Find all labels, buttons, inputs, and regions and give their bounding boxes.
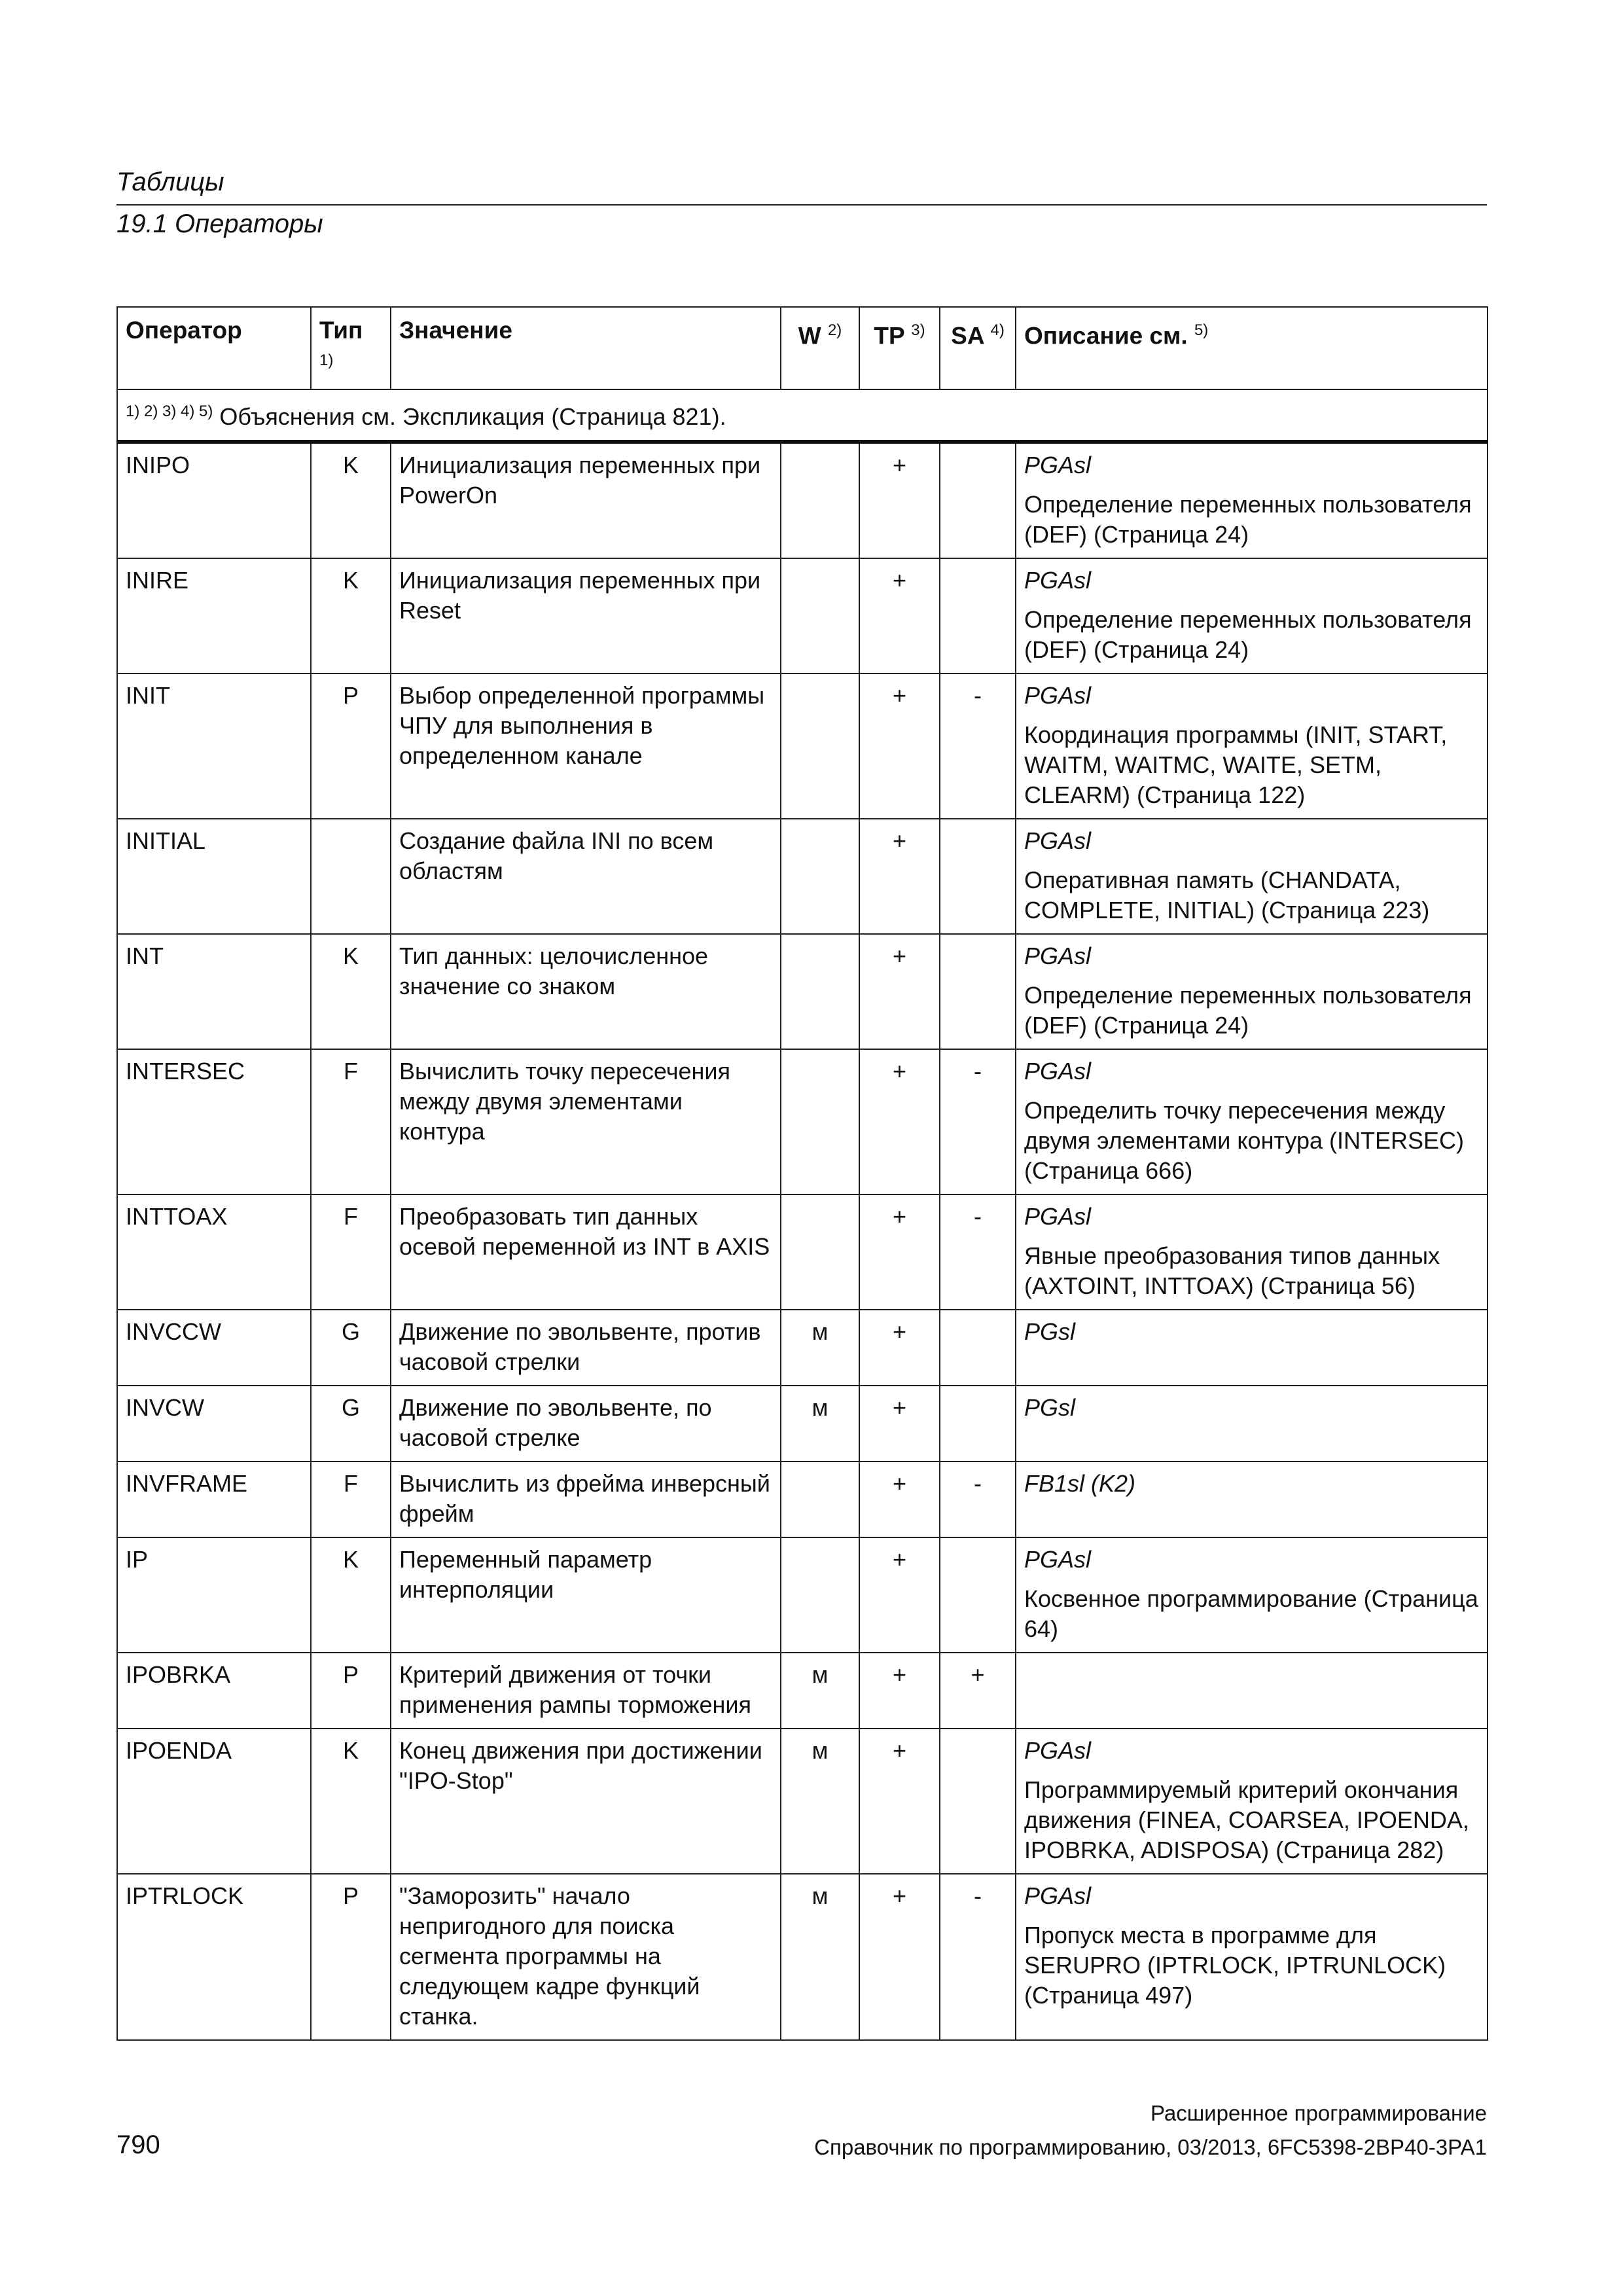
cell-tp: + (859, 442, 940, 558)
cell-description-ref (1016, 1386, 1488, 1462)
ref-link[interactable]: Определить точку пересечения между двумя элементами контура (INTERSEC) (Страница 666) (1024, 1097, 1464, 1185)
table-note-row (117, 389, 1488, 442)
ref-manual: PGAsl (1024, 1882, 1092, 1910)
cell-sa (940, 1729, 1016, 1874)
cell-description-ref (1016, 1310, 1488, 1386)
ref-link[interactable]: Программируемый критерий окончания движения (FINEA, COARSEA, IPOENDA, IPOBRKA, ADISPOSA) (Страница 282) (1024, 1776, 1469, 1864)
cell-sa (940, 934, 1016, 1049)
cell-description-ref (1016, 442, 1488, 558)
ref-link[interactable]: Координация программы (INIT, START, WAITM, WAITMC, WAITE, SETM, CLEARM) (Страница 122) (1024, 721, 1448, 809)
cell-description-ref (1016, 558, 1488, 673)
cell-operator: INVFRAME (117, 1462, 311, 1537)
cell-tp: + (859, 673, 940, 819)
cell-description-ref (1016, 673, 1488, 819)
cell-w: м (781, 1653, 859, 1729)
cell-w (781, 673, 859, 819)
cell-tp: + (859, 558, 940, 673)
cell-operator: INITIAL (117, 819, 311, 934)
cell-type: G (311, 1386, 391, 1462)
cell-meaning: Переменный параметр интерполяции (391, 1537, 781, 1653)
cell-sa (940, 1386, 1016, 1462)
ref-link[interactable]: Определение переменных пользователя (DEF) (Страница 24) (1024, 982, 1472, 1039)
cell-type: P (311, 1874, 391, 2040)
ref-link[interactable]: Оперативная память (CHANDATA, COMPLETE, INITIAL) (Страница 223) (1024, 867, 1430, 924)
cell-description-ref (1016, 1194, 1488, 1310)
cell-tp: + (859, 819, 940, 934)
cell-description-ref (1016, 1049, 1488, 1194)
col-header-w: W $^{2)}$ (781, 307, 859, 389)
cell-meaning: Конец движения при достижении "IPO-Stop" (391, 1729, 781, 1874)
table-row (117, 1049, 1488, 1194)
table-row (117, 673, 1488, 819)
table-note: $^{1) 2) 3) 4) 5)}$ Объяснения см. Экспликация (Страница 821). (117, 389, 1488, 442)
cell-w (781, 1049, 859, 1194)
col-header-meaning: Значение (391, 307, 781, 389)
cell-description-ref (1016, 1729, 1488, 1874)
cell-tp: + (859, 1386, 940, 1462)
cell-operator: IP (117, 1537, 311, 1653)
cell-tp: + (859, 1049, 940, 1194)
col-header-tp: TP $^{3)}$ (859, 307, 940, 389)
cell-w (781, 819, 859, 934)
cell-sa (940, 442, 1016, 558)
ref-link[interactable]: Явные преобразования типов данных (AXTOINT, INTTOAX) (Страница 56) (1024, 1242, 1440, 1300)
table-row (117, 1874, 1488, 2040)
cell-meaning: Создание файла INI по всем областям (391, 819, 781, 934)
cell-sa: - (940, 1462, 1016, 1537)
cell-w (781, 1537, 859, 1653)
header-rule (116, 204, 1487, 206)
cell-w (781, 1194, 859, 1310)
cell-tp: + (859, 934, 940, 1049)
footer-book-title: Расширенное программирование (1150, 2101, 1487, 2125)
cell-w (781, 1462, 859, 1537)
col-header-operator: Оператор (117, 307, 311, 389)
cell-type: K (311, 1729, 391, 1874)
cell-operator: INTERSEC (117, 1049, 311, 1194)
cell-meaning: Преобразовать тип данных осевой переменной из INT в AXIS (391, 1194, 781, 1310)
cell-sa (940, 1310, 1016, 1386)
cell-operator: IPOENDA (117, 1729, 311, 1874)
page-number: 790 (116, 2130, 160, 2159)
ref-link[interactable]: Пропуск места в программе для SERUPRO (IPTRLOCK, IPTRUNLOCK) (Страница 497) (1024, 1922, 1446, 2009)
table-row (117, 558, 1488, 673)
cell-sa: - (940, 1049, 1016, 1194)
cell-tp: + (859, 1874, 940, 2040)
cell-description-ref (1016, 1874, 1488, 2040)
cell-w: м (781, 1310, 859, 1386)
cell-sa: - (940, 1874, 1016, 2040)
cell-operator: INIT (117, 673, 311, 819)
cell-sa: - (940, 673, 1016, 819)
table-row (117, 1386, 1488, 1462)
cell-description-ref (1016, 1537, 1488, 1653)
cell-meaning: Движение по эвольвенте, по часовой стрелке (391, 1386, 781, 1462)
table-row (117, 1537, 1488, 1653)
cell-w: м (781, 1874, 859, 2040)
col-header-desc: Описание см. $^{5)}$ (1016, 307, 1488, 389)
cell-operator: IPOBRKA (117, 1653, 311, 1729)
ref-manual: PGAsl (1024, 1737, 1092, 1765)
cell-w (781, 442, 859, 558)
cell-type: K (311, 1537, 391, 1653)
table-row (117, 934, 1488, 1049)
cell-operator: INT (117, 934, 311, 1049)
ref-link[interactable]: Определение переменных пользователя (DEF) (Страница 24) (1024, 491, 1472, 548)
ref-manual: FB1sl (K2) (1024, 1470, 1136, 1498)
cell-type: K (311, 442, 391, 558)
table-row (117, 1729, 1488, 1874)
cell-sa (940, 1537, 1016, 1653)
table-row (117, 819, 1488, 934)
cell-operator: INIRE (117, 558, 311, 673)
cell-w (781, 934, 859, 1049)
cell-sa (940, 819, 1016, 934)
cell-tp: + (859, 1462, 940, 1537)
cell-operator: INIPO (117, 442, 311, 558)
cell-operator: INVCW (117, 1386, 311, 1462)
cell-tp: + (859, 1653, 940, 1729)
cell-sa (940, 558, 1016, 673)
cell-meaning: Инициализация переменных при PowerOn (391, 442, 781, 558)
cell-tp: + (859, 1729, 940, 1874)
ref-manual: PGsl (1024, 1394, 1076, 1422)
ref-manual: PGAsl (1024, 452, 1092, 479)
cell-tp: + (859, 1310, 940, 1386)
cell-tp: + (859, 1537, 940, 1653)
cell-sa: + (940, 1653, 1016, 1729)
cell-type: G (311, 1310, 391, 1386)
operators-table (116, 306, 1488, 2041)
cell-description-ref (1016, 934, 1488, 1049)
ref-link[interactable]: Определение переменных пользователя (DEF) (Страница 24) (1024, 606, 1472, 664)
cell-w: м (781, 1386, 859, 1462)
ref-manual: PGAsl (1024, 1203, 1092, 1230)
col-header-sa: SA $^{4)}$ (940, 307, 1016, 389)
cell-meaning: Вычислить из фрейма инверсный фрейм (391, 1462, 781, 1537)
table-row (117, 1462, 1488, 1537)
ref-manual: PGAsl (1024, 682, 1092, 709)
ref-link[interactable]: Косвенное программирование (Страница 64) (1024, 1585, 1478, 1643)
cell-meaning: Движение по эвольвенте, против часовой стрелки (391, 1310, 781, 1386)
cell-type: K (311, 934, 391, 1049)
cell-operator: INVCCW (117, 1310, 311, 1386)
ref-manual: PGAsl (1024, 1546, 1092, 1573)
cell-description-ref (1016, 819, 1488, 934)
cell-description-ref (1016, 1462, 1488, 1537)
cell-type (311, 819, 391, 934)
ref-manual: PGsl (1024, 1318, 1076, 1346)
section-title: 19.1 Операторы (116, 209, 323, 238)
table-row (117, 1310, 1488, 1386)
ref-manual: PGAsl (1024, 567, 1092, 594)
cell-operator: INTTOAX (117, 1194, 311, 1310)
cell-meaning: Инициализация переменных при Reset (391, 558, 781, 673)
chapter-title: Таблицы (116, 168, 224, 196)
cell-type: P (311, 1653, 391, 1729)
ref-manual: PGAsl (1024, 1058, 1092, 1085)
footer-manual-info: Справочник по программированию, 03/2013, 6FC5398-2BP40-3PA1 (814, 2135, 1487, 2159)
cell-meaning: "Заморозить" начало непригодного для поиска сегмента программы на следующем кадре функций станка. (391, 1874, 781, 2040)
cell-tp: + (859, 1194, 940, 1310)
cell-w (781, 558, 859, 673)
cell-meaning: Тип данных: целочисленное значение со знаком (391, 934, 781, 1049)
cell-sa: - (940, 1194, 1016, 1310)
cell-meaning: Критерий движения от точки применения рампы торможения (391, 1653, 781, 1729)
cell-w: м (781, 1729, 859, 1874)
cell-type: F (311, 1462, 391, 1537)
ref-manual: PGAsl (1024, 942, 1092, 970)
ref-manual: PGAsl (1024, 827, 1092, 855)
cell-meaning: Вычислить точку пересечения между двумя элементами контура (391, 1049, 781, 1194)
cell-type: K (311, 558, 391, 673)
table-row (117, 1194, 1488, 1310)
cell-operator: IPTRLOCK (117, 1874, 311, 2040)
col-header-type: Тип $^{1)}$ (311, 307, 391, 389)
cell-meaning: Выбор определенной программы ЧПУ для выполнения в определенном канале (391, 673, 781, 819)
cell-description-ref (1016, 1653, 1488, 1729)
table-row (117, 442, 1488, 558)
cell-type: F (311, 1049, 391, 1194)
cell-type: F (311, 1194, 391, 1310)
cell-type: P (311, 673, 391, 819)
table-header-row (117, 307, 1488, 389)
table-row (117, 1653, 1488, 1729)
